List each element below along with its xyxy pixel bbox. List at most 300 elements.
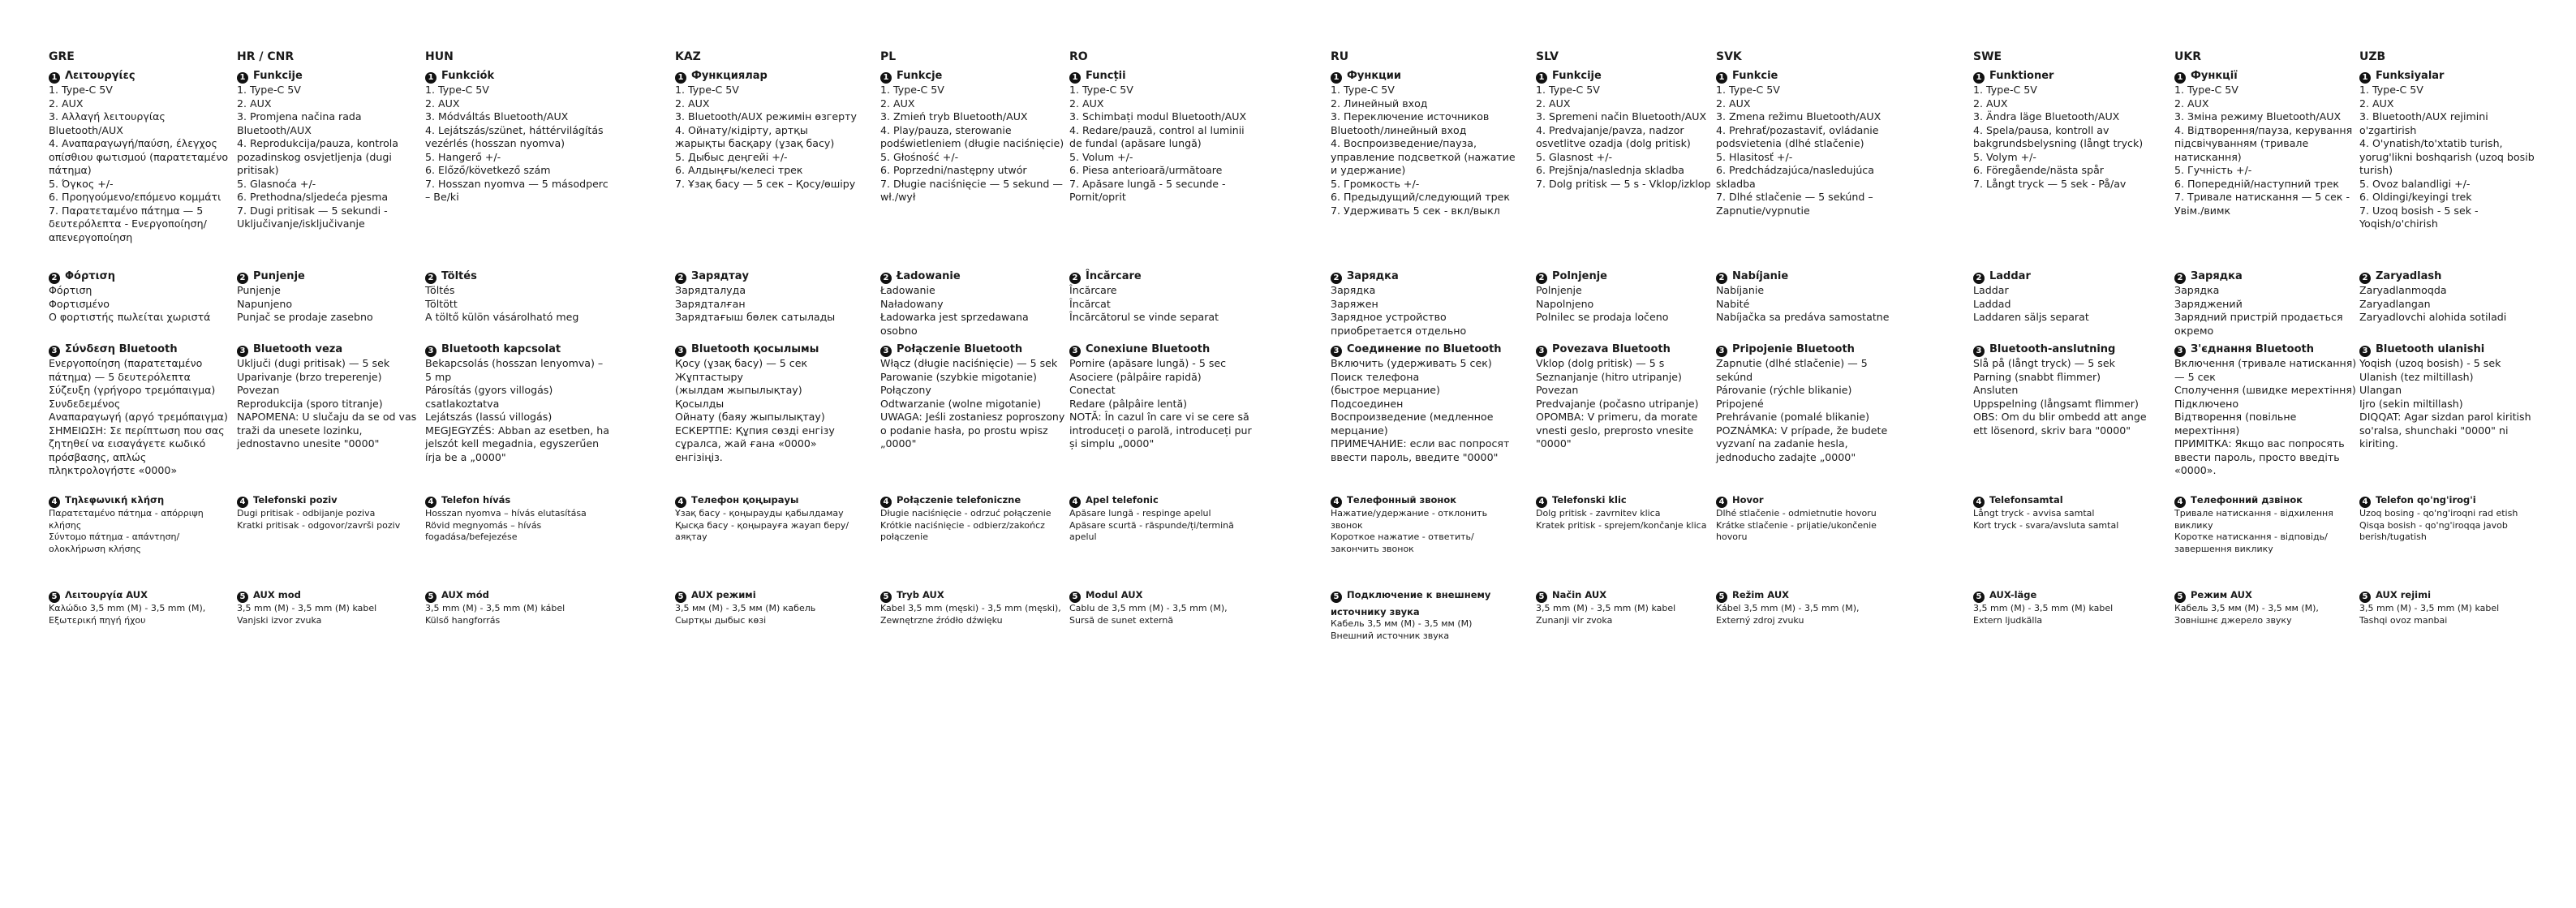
section-heading — [880, 340, 1065, 357]
section-line: 7. Apăsare lungă - 5 secunde - Pornit/oprit — [1069, 177, 1226, 203]
section-heading — [2359, 340, 2544, 357]
section-heading — [1536, 586, 1721, 603]
section-title: Laddar — [1989, 270, 2031, 282]
section-heading — [675, 586, 860, 603]
section-title: Funkciók — [441, 70, 495, 82]
section-title: Функциялар — [691, 70, 768, 82]
section-line: 5. Glasnost +/- — [1536, 150, 1613, 163]
section-line: Внешний источник звука — [1331, 630, 1450, 641]
section-number-badge: 3 — [2174, 346, 2186, 357]
manual-section — [49, 267, 234, 325]
manual-section — [237, 586, 422, 626]
section-line: Laddad — [1973, 297, 2011, 310]
manual-section — [2359, 491, 2544, 544]
section-line: 5. Glasnoća +/- — [237, 177, 316, 190]
section-title: Funkcje — [897, 70, 943, 82]
manual-section — [1973, 340, 2158, 437]
section-line: Зовнішнє джерело звуку — [2174, 614, 2292, 626]
section-line: Заряджений — [2174, 297, 2243, 310]
manual-section — [237, 491, 422, 531]
section-line: Ο φορτιστής πωλείται χωριστά — [49, 311, 211, 323]
section-line: 5. Ovoz balandligi +/- — [2359, 177, 2471, 190]
section-line: Połączony — [880, 384, 931, 396]
language-column — [880, 50, 1065, 626]
section-line: Krátke stlačenie - prijatie/ukončenie hovoru — [1716, 519, 1877, 542]
section-number-badge: 3 — [2359, 346, 2371, 357]
language-code: GRE — [49, 50, 75, 63]
section-line: Pornire (apăsare lungă) - 5 sec — [1069, 357, 1227, 369]
section-number-badge: 3 — [1069, 346, 1081, 357]
section-line: 4. Ойнату/кідірту, артқы жарықты басқару (ұзақ басу) — [675, 123, 835, 149]
section-line: 6. Prethodna/sljedeća pjesma — [237, 191, 389, 203]
section-line: 2. AUX — [2359, 97, 2394, 110]
section-heading — [2359, 491, 2544, 508]
manual-section — [1536, 586, 1721, 626]
section-line: 5. Głośność +/- — [880, 150, 959, 163]
section-line: Redare (pâlpâire lentă) — [1069, 397, 1188, 410]
section-line: 5. Hlasitosť +/- — [1716, 150, 1793, 163]
section-title: Töltés — [441, 270, 477, 282]
language-code: RO — [1069, 50, 1088, 63]
section-line: 1. Type-C 5V — [2359, 84, 2423, 96]
manual-section — [675, 491, 860, 544]
section-line: 2. AUX — [1716, 97, 1751, 110]
section-line: Nabíjanie — [1716, 284, 1765, 296]
section-title: Bluetooth-anslutning — [1989, 343, 2116, 355]
manual-section — [2174, 67, 2359, 217]
section-line: Uppspelning (långsamt flimmer) — [1973, 397, 2139, 410]
section-line: DIQQAT: Agar sizdan parol kiritish so'ralsa, shunchaki "0000" ni kiriting. — [2359, 411, 2531, 450]
section-line: Dugi pritisak - odbijanje poziva — [237, 508, 376, 519]
manual-section — [1069, 340, 1254, 451]
section-line: Zapnutie (dlhé stlačenie) — 5 sekúnd — [1716, 357, 1868, 383]
section-line: Відтворення (повільне мерехтіння) — [2174, 411, 2297, 437]
section-line: Tashqi ovoz manbai — [2359, 614, 2448, 626]
section-line: Αναπαραγωγή (αργό τρεμόπαιγμα) — [49, 411, 228, 423]
section-number-badge: 5 — [1331, 592, 1342, 603]
section-title: Pripojenie Bluetooth — [1732, 343, 1855, 355]
manual-section — [2359, 586, 2544, 626]
section-number-badge: 2 — [2174, 273, 2186, 284]
section-line: 7. Långt tryck — 5 sek - På/av — [1973, 177, 2127, 190]
section-line: POZNÁMKA: V prípade, že budete vyzvaní na zadanie hesla, jednoducho zadajte „0000" — [1716, 424, 1888, 463]
section-heading — [49, 267, 234, 284]
section-number-badge: 2 — [49, 273, 60, 284]
language-column — [2359, 50, 2544, 626]
section-title: З'єднання Bluetooth — [2191, 343, 2314, 355]
section-title: Ładowanie — [897, 270, 961, 282]
section-number-badge: 4 — [1069, 497, 1081, 508]
section-line: 2. AUX — [1536, 97, 1571, 110]
section-title: Nabíjanie — [1732, 270, 1789, 282]
manual-section — [1069, 67, 1254, 204]
manual-section — [425, 340, 610, 464]
section-line: Зарядка — [2174, 284, 2220, 296]
section-line: 3. Bluetooth/AUX rejimini o'zgartirish — [2359, 110, 2488, 136]
section-title: Conexiune Bluetooth — [1086, 343, 1211, 355]
manual-section — [425, 67, 610, 204]
section-title: Telefon hívás — [441, 494, 511, 506]
section-line: 2. AUX — [675, 97, 710, 110]
manual-section — [2174, 267, 2359, 338]
section-line: 1. Type-C 5V — [880, 84, 944, 96]
language-column — [49, 50, 234, 626]
section-line: 3. Módváltás Bluetooth/AUX — [425, 110, 569, 123]
section-line: Naładowany — [880, 297, 944, 310]
section-heading — [1331, 586, 1516, 618]
section-line: Töltött — [425, 297, 458, 310]
section-heading — [49, 67, 234, 84]
section-line: 1. Type-C 5V — [1536, 84, 1600, 96]
section-line: Povezan — [237, 384, 280, 396]
section-line: Сполучення (швидке мерехтіння) — [2174, 384, 2356, 396]
section-number-badge: 1 — [49, 72, 60, 84]
section-line: 5. Громкость +/- — [1331, 177, 1420, 190]
section-line: 7. Тривале натискання — 5 сек - Увім./вимк — [2174, 191, 2350, 217]
section-title: Zaryadlash — [2376, 270, 2442, 282]
language-code: UZB — [2359, 50, 2386, 63]
manual-section — [2359, 67, 2544, 231]
section-line: Kabel 3,5 mm (męski) - 3,5 mm (męski), — [880, 603, 1061, 613]
section-heading — [49, 586, 234, 603]
section-line: Vanjski izvor zvuka — [237, 614, 322, 626]
section-title: Funktioner — [1989, 70, 2054, 82]
section-number-badge: 2 — [425, 273, 437, 284]
section-heading — [1069, 267, 1254, 284]
language-column — [1716, 50, 1901, 626]
section-line: Тривале натискання - відхилення виклику — [2174, 508, 2333, 531]
section-line: Seznanjanje (hitro utripanje) — [1536, 370, 1682, 383]
section-line: 4. Redare/pauză, control al luminii de fundal (apăsare lungă) — [1069, 123, 1245, 149]
section-line: Подсоединен — [1331, 397, 1404, 410]
section-line: Включить (удерживать 5 сек) — [1331, 357, 1492, 369]
manual-section — [2359, 267, 2544, 325]
section-number-badge: 4 — [49, 497, 60, 508]
manual-section — [425, 586, 610, 626]
section-line: Воспроизведение (медленное мерцание) — [1331, 411, 1494, 437]
section-title: AUX-läge — [1989, 589, 2037, 600]
manual-section — [1069, 491, 1254, 544]
section-title: Încărcare — [1086, 270, 1142, 282]
section-line: OBS: Om du blir ombedd att ange ett lösenord, skriv bara "0000" — [1973, 411, 2147, 437]
language-column — [1973, 50, 2158, 626]
section-line: 1. Type-C 5V — [49, 84, 113, 96]
section-line: Ładowarka jest sprzedawana osobno — [880, 311, 1029, 337]
section-number-badge: 1 — [675, 72, 686, 84]
section-line: 1. Type-C 5V — [1069, 84, 1133, 96]
section-title: Połączenie Bluetooth — [897, 343, 1023, 355]
section-title: Bluetooth ulanishi — [2376, 343, 2485, 355]
section-number-badge: 5 — [1716, 592, 1727, 603]
section-line: 6. Предыдущий/следующий трек — [1331, 191, 1510, 203]
section-line: 3,5 mm (M) - 3,5 mm (M) kabel — [1536, 603, 1676, 613]
section-title: Hovor — [1732, 494, 1764, 506]
section-line: Vklop (dolg pritisk) — 5 s — [1536, 357, 1665, 369]
manual-section — [1331, 491, 1516, 555]
section-line: 3. Promjena načina rada Bluetooth/AUX — [237, 110, 362, 136]
section-number-badge: 5 — [237, 592, 248, 603]
section-line: Sursă de sunet externă — [1069, 614, 1174, 626]
section-line: Qisqa bosish - qo'ng'iroqqa javob berish/tugatish — [2359, 519, 2508, 542]
section-line: Қысқа басу - қоңырауға жауап беру/аяқтау — [675, 519, 849, 542]
section-heading — [1716, 67, 1901, 84]
section-heading — [2359, 267, 2544, 284]
section-line: Nabité — [1716, 297, 1750, 310]
section-line: Rövid megnyomás – hívás fogadása/befejezése — [425, 519, 542, 542]
section-number-badge: 5 — [49, 592, 60, 603]
section-heading — [1973, 491, 2158, 508]
section-heading — [1069, 586, 1254, 603]
section-line: Зарядка — [1331, 284, 1376, 296]
section-number-badge: 5 — [2359, 592, 2371, 603]
section-title: Функции — [1347, 70, 1402, 82]
section-line: Φορτισμένο — [49, 297, 110, 310]
section-heading — [425, 491, 610, 508]
section-number-badge: 1 — [1973, 72, 1985, 84]
manual-section — [1973, 267, 2158, 325]
section-line: Töltés — [425, 284, 455, 296]
section-title: AUX mod — [253, 589, 301, 600]
section-line: Nabíjačka sa predáva samostatne — [1716, 311, 1890, 323]
section-number-badge: 3 — [237, 346, 248, 357]
section-line: 7. Długie naciśnięcie — 5 sekund — wł./wył — [880, 177, 1063, 203]
section-heading — [1716, 267, 1901, 284]
language-code: UKR — [2174, 50, 2201, 63]
section-line: Długie naciśnięcie - odrzuć połączenie — [880, 508, 1051, 519]
section-heading — [1716, 491, 1901, 508]
section-line: 7. Удерживать 5 сек - вкл/выкл — [1331, 204, 1500, 217]
section-heading — [880, 67, 1065, 84]
section-line: MEGJEGYZÉS: Abban az esetben, ha jelszót kell megadnia, egyszerűen írja be a „0000" — [425, 424, 609, 463]
manual-section — [675, 267, 860, 325]
section-line: Зарядталған — [675, 297, 746, 310]
section-number-badge: 1 — [1069, 72, 1081, 84]
section-line: ПРИМЕЧАНИЕ: если вас попросят ввести пароль, введите "0000" — [1331, 437, 1510, 463]
section-line: Párovanie (rýchle blikanie) — [1716, 384, 1852, 396]
section-heading — [1716, 340, 1901, 357]
section-line: 3,5 mm (M) - 3,5 mm (M) kabel — [2359, 603, 2500, 613]
section-line: Încărcătorul se vinde separat — [1069, 311, 1219, 323]
section-line: 4. O'ynatish/to'xtatib turish, yorug'likni boshqarish (uzoq bosib turish) — [2359, 137, 2535, 176]
section-line: 3. Ändra läge Bluetooth/AUX — [1973, 110, 2120, 123]
section-line: Dlhé stlačenie - odmietnutie hovoru — [1716, 508, 1877, 519]
section-heading — [2174, 340, 2359, 357]
section-line: Παρατεταμένο πάτημα - απόρριψη κλήσης — [49, 508, 204, 531]
section-heading — [1973, 340, 2158, 357]
section-heading — [237, 586, 422, 603]
section-number-badge: 3 — [1716, 346, 1727, 357]
section-line: 2. AUX — [1069, 97, 1104, 110]
section-line: 6. Oldingi/keyingi trek — [2359, 191, 2472, 203]
section-line: Σύντομο πάτημα - απάντηση/ολοκλήρωση κλήσης — [49, 531, 180, 554]
section-number-badge: 3 — [1536, 346, 1547, 357]
section-line: Hosszan nyomva – hívás elutasítása — [425, 508, 587, 519]
section-title: Телефонный звонок — [1347, 494, 1457, 506]
manual-section — [1716, 67, 1901, 217]
section-number-badge: 4 — [2174, 497, 2186, 508]
language-column — [425, 50, 610, 626]
section-number-badge: 2 — [1716, 273, 1727, 284]
manual-section — [237, 267, 422, 325]
section-number-badge: 1 — [1716, 72, 1727, 84]
manual-section — [1973, 491, 2158, 531]
section-line: 3,5 мм (М) - 3,5 мм (М) кабель — [675, 603, 816, 613]
section-title: Соединение по Bluetooth — [1347, 343, 1502, 355]
section-line: Zewnętrzne źródło dźwięku — [880, 614, 1003, 626]
section-line: 2. AUX — [49, 97, 84, 110]
section-line: 2. AUX — [425, 97, 460, 110]
section-line: Kratek pritisk - sprejem/končanje klica — [1536, 519, 1707, 531]
section-line: Apăsare scurtă - răspunde/ți/termină apelul — [1069, 519, 1234, 542]
section-heading — [1069, 491, 1254, 508]
section-line: Ενεργοποίηση (παρατεταμένο πάτημα) — 5 δευτερόλεπτα — [49, 357, 203, 383]
section-number-badge: 5 — [1069, 592, 1081, 603]
section-heading — [880, 267, 1065, 284]
section-line: Кабель 3,5 мм (M) - 3,5 мм (M) — [1331, 618, 1473, 629]
section-line: 6. Predchádzajúca/nasledujúca skladba — [1716, 164, 1874, 190]
section-line: Polnjenje — [1536, 284, 1582, 296]
section-heading — [425, 340, 610, 357]
section-line: 3,5 mm (M) - 3,5 mm (M) kabel — [237, 603, 377, 613]
section-line: Conectat — [1069, 384, 1116, 396]
section-line: Зарядное устройство приобретается отдельно — [1331, 311, 1467, 337]
section-line: OPOMBA: V primeru, da morate vnesti geslo, preprosto vnesite "0000" — [1536, 411, 1698, 450]
section-line: 7. Hosszan nyomva — 5 másodperc – Be/ki — [425, 177, 609, 203]
section-heading — [2359, 67, 2544, 84]
section-line: Συνδεδεμένος — [49, 397, 121, 410]
section-number-badge: 3 — [675, 346, 686, 357]
section-heading — [675, 67, 860, 84]
section-line: Поиск телефона — [1331, 370, 1420, 383]
language-code: SWE — [1973, 50, 2002, 63]
section-heading — [675, 267, 860, 284]
section-heading — [1069, 340, 1254, 357]
section-title: Φόρτιση — [65, 270, 116, 282]
section-line: 2. AUX — [1973, 97, 2008, 110]
language-column — [1536, 50, 1721, 626]
section-title: Подключение к внешнему источнику звука — [1331, 589, 1491, 618]
section-title: Τηλεφωνική κλήση — [65, 494, 165, 506]
language-code: SVK — [1716, 50, 1742, 63]
section-line: 3,5 mm (M) - 3,5 mm (M) kábel — [425, 603, 566, 613]
section-line: Párosítás (gyors villogás) — [425, 384, 553, 396]
section-heading — [1973, 586, 2158, 603]
section-line: 5. Hangerő +/- — [425, 150, 501, 163]
section-line: 6. Előző/következő szám — [425, 164, 551, 176]
section-heading — [237, 267, 422, 284]
section-line: 4. Play/pauza, sterowanie podświetleniem (długie naciśnięcie) — [880, 123, 1064, 149]
section-line: Uzoq bosing - qo'ng'iroqni rad etish — [2359, 508, 2518, 519]
section-line: 1. Type-C 5V — [675, 84, 739, 96]
section-line: Ұзақ басу - қоңырауды қабылдамау — [675, 508, 844, 519]
manual-section — [1973, 586, 2158, 626]
section-line: Короткое нажатие - ответить/закончить звонок — [1331, 531, 1474, 554]
section-line: Ijro (sekin miltillash) — [2359, 397, 2463, 410]
section-line: Slå på (långt tryck) — 5 sek — [1973, 357, 2115, 369]
section-number-badge: 4 — [237, 497, 248, 508]
section-number-badge: 4 — [675, 497, 686, 508]
section-line: Zaryadlanmoqda — [2359, 284, 2447, 296]
section-line: Кабель 3,5 мм (М) - 3,5 мм (М), — [2174, 603, 2319, 613]
section-line: Încărcare — [1069, 284, 1117, 296]
section-title: Телефонний дзвінок — [2191, 494, 2303, 506]
section-title: Телефон қоңырауы — [691, 494, 799, 506]
manual-section — [1716, 267, 1901, 325]
section-title: Bluetooth veza — [253, 343, 343, 355]
section-line: 3. Bluetooth/AUX режимін өзгерту — [675, 110, 857, 123]
section-line: 1. Type-C 5V — [2174, 84, 2238, 96]
section-line: Extern ljudkälla — [1973, 614, 2043, 626]
section-number-badge: 4 — [1331, 497, 1342, 508]
section-number-badge: 2 — [1536, 273, 1547, 284]
section-line: 3. Αλλαγή λειτουργίας Bluetooth/AUX — [49, 110, 166, 136]
manual-section — [1069, 586, 1254, 626]
manual-section — [880, 491, 1065, 544]
section-line: Cablu de 3,5 mm (M) - 3,5 mm (M), — [1069, 603, 1228, 613]
section-title: Telefonski klic — [1552, 494, 1627, 506]
section-number-badge: 1 — [1536, 72, 1547, 84]
section-title: Funkcije — [253, 70, 303, 82]
manual-section — [1973, 67, 2158, 191]
manual-section — [675, 586, 860, 626]
section-line: Ойнату (баяу жыпылықтау) — [675, 411, 825, 423]
manual-section — [2359, 340, 2544, 451]
section-line: Dolg pritisk - zavrnitev klica — [1536, 508, 1661, 519]
section-title: Функції — [2191, 70, 2238, 82]
section-heading — [237, 340, 422, 357]
manual-section — [425, 267, 610, 325]
section-heading — [2174, 491, 2359, 508]
section-line: Φόρτιση — [49, 284, 92, 296]
section-line: 3. Зміна режиму Bluetooth/AUX — [2174, 110, 2342, 123]
section-title: Funcții — [1086, 70, 1126, 82]
section-heading — [1069, 67, 1254, 84]
section-title: Apel telefonic — [1086, 494, 1159, 506]
section-line: ΣΗΜΕΙΩΣΗ: Σε περίπτωση που σας ζητηθεί να εισαγάγετε κωδικό πρόσβασης, απλώς πληκτρολογήστε «0000» — [49, 424, 225, 476]
section-line: 1. Type-C 5V — [237, 84, 301, 96]
manual-section — [1331, 67, 1516, 217]
manual-section — [1331, 340, 1516, 464]
section-line: Punjenje — [237, 284, 281, 296]
manual-section — [2174, 340, 2359, 478]
section-heading — [2359, 586, 2544, 603]
section-number-badge: 1 — [425, 72, 437, 84]
section-line: 7. Dolg pritisk — 5 s - Vklop/izklop — [1536, 177, 1711, 190]
section-line: Зарядний пристрій продається окремо — [2174, 311, 2343, 337]
section-line: 6. Piesa anterioară/următoare — [1069, 164, 1223, 176]
section-number-badge: 2 — [675, 273, 686, 284]
section-line: Підключено — [2174, 397, 2239, 410]
section-number-badge: 2 — [237, 273, 248, 284]
language-code: PL — [880, 50, 897, 63]
section-number-badge: 3 — [1973, 346, 1985, 357]
manual-section — [1716, 586, 1901, 626]
section-line: Καλώδιο 3,5 mm (M) - 3,5 mm (M), — [49, 603, 206, 613]
section-title: Način AUX — [1552, 589, 1607, 600]
section-line: NAPOMENA: U slučaju da se od vas traži da unesete lozinku, jednostavno unesite "0000" — [237, 411, 417, 450]
manual-section — [2174, 586, 2359, 626]
section-line: 7. Uzoq bosish - 5 sek - Yoqish/o'chirish — [2359, 204, 2479, 230]
section-number-badge: 4 — [1716, 497, 1727, 508]
section-line: 3. Spremeni način Bluetooth/AUX — [1536, 110, 1707, 123]
section-line: Σύζευξη (γρήγορο τρεμόπαιγμα) — [49, 384, 216, 396]
section-line: Povezan — [1536, 384, 1579, 396]
section-title: Bluetooth kapcsolat — [441, 343, 561, 355]
section-line: Asociere (pâlpâire rapidă) — [1069, 370, 1202, 383]
section-line: 5. Volym +/- — [1973, 150, 2036, 163]
manual-section — [2174, 491, 2359, 555]
section-line: Yoqish (uzoq bosish) - 5 sek — [2359, 357, 2501, 369]
